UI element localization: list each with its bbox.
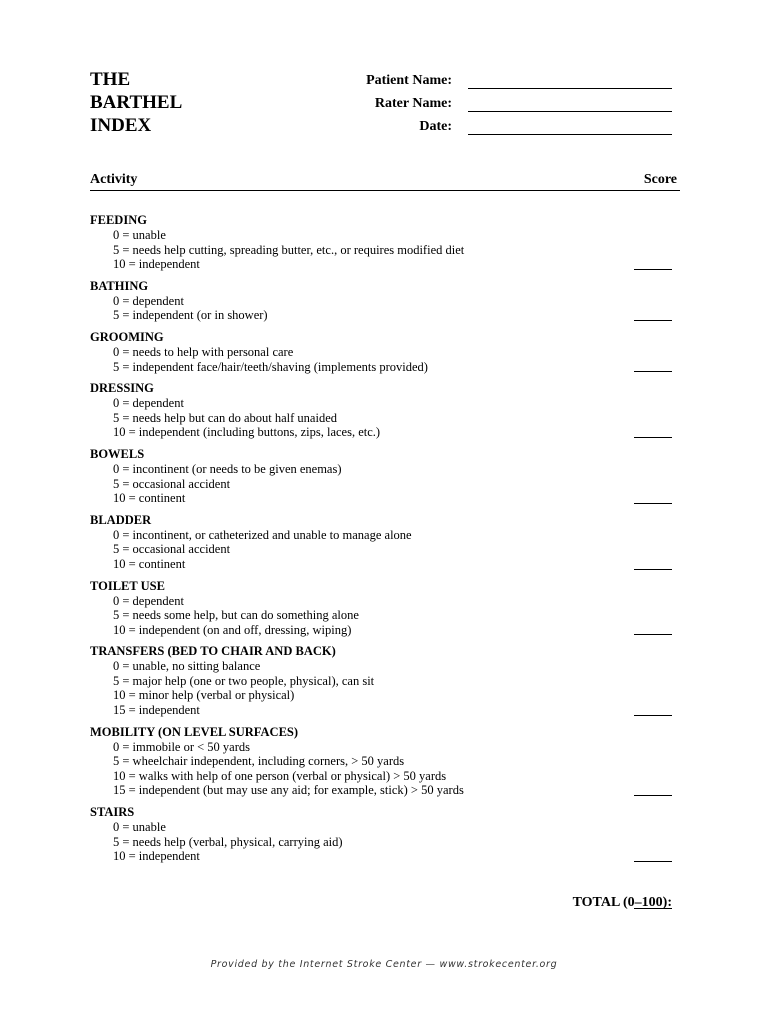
activity-option: 0 = unable [113,228,166,242]
rater-name-label: Rater Name: [374,96,452,111]
score-field[interactable] [634,503,672,504]
activity-column-header: Activity [90,172,138,187]
activity-option: 5 = independent face/hair/teeth/shaving (implements provided) [113,359,428,374]
activity-title: DRESSING [90,381,154,396]
score-field[interactable] [634,269,672,270]
patient-name-label: Patient Name: [366,73,452,88]
title-line: BARTHEL [90,92,183,113]
activity-title: MOBILITY (ON LEVEL SURFACES) [90,724,299,739]
activity-item [90,644,672,717]
activity-option: 5 = independent (or in shower) [113,308,268,323]
total-label: TOTAL (0–100): [572,895,672,910]
activity-option: 0 = incontinent (or needs to be given enemas) [113,461,342,476]
activity-option: 0 = dependent [113,396,184,411]
patient-name-row [300,73,672,93]
activity-item [90,447,672,506]
score-field[interactable] [634,634,672,635]
activity-item [90,213,672,272]
patient-name-field[interactable] [468,88,672,89]
activity-option: 0 = incontinent, or catheterized and unable to manage alone [113,527,412,542]
activity-item [90,330,672,374]
rater-name-field[interactable] [468,111,672,112]
activity-option: 5 = occasional accident [113,542,231,557]
activity-title: TRANSFERS (BED TO CHAIR AND BACK) [90,644,336,659]
total-score-field[interactable] [634,908,672,909]
score-field[interactable] [634,569,672,570]
score-field[interactable] [634,437,672,438]
footer-credit: Provided by the Internet Stroke Center — www.strokecenter.org [210,959,558,970]
activity-option: 0 = dependent [113,293,184,308]
activity-item [90,279,672,323]
activity-option: 10 = independent (on and off, dressing, wiping) [113,622,352,637]
score-field[interactable] [634,371,672,372]
activity-item [90,513,672,572]
activity-title: FEEDING [90,213,147,227]
activity-option: 5 = needs help (verbal, physical, carrying aid) [113,834,343,849]
activity-option: 10 = continent [113,491,186,506]
rater-name-row [300,96,672,116]
activity-option: 0 = immobile or < 50 yards [113,739,250,754]
activity-option: 5 = needs some help, but can do something alone [113,608,359,623]
score-field[interactable] [634,861,672,862]
activity-option: 0 = dependent [113,593,184,608]
activity-option: 10 = independent (including buttons, zips, laces, etc.) [113,425,381,440]
activity-title: BOWELS [90,446,145,461]
activity-title: GROOMING [90,329,164,344]
title-line: THE [90,69,131,90]
header-divider [90,190,680,191]
activity-item [90,805,672,864]
title-line: INDEX [90,115,152,136]
activity-item [90,725,672,798]
score-column-header: Score [643,172,677,187]
activity-option: 0 = needs to help with personal care [113,344,294,359]
activity-option: 15 = independent [113,703,200,718]
activity-title: BLADDER [90,512,152,527]
score-field[interactable] [634,795,672,796]
score-field[interactable] [634,320,672,321]
activity-option: 5 = occasional accident [113,476,231,491]
activity-option: 15 = independent (but may use any aid; for example, stick) > 50 yards [113,783,464,798]
activity-option: 10 = independent [113,257,200,272]
activity-item [90,579,672,638]
activity-option: 10 = walks with help of one person (verbal or physical) > 50 yards [113,768,447,783]
activity-title: BATHING [90,278,149,293]
activity-option: 0 = unable [113,820,166,835]
score-field[interactable] [634,715,672,716]
activity-option: 5 = major help (one or two people, physical), can sit [113,673,375,688]
activity-option: 10 = minor help (verbal or physical) [113,688,295,703]
date-field[interactable] [468,134,672,135]
activity-option: 5 = needs help cutting, spreading butter, etc., or requires modified diet [113,242,465,257]
activity-option: 5 = needs help but can do about half unaided [113,410,337,425]
activity-item [90,381,672,440]
activity-option: 0 = unable, no sitting balance [113,659,261,674]
activity-option: 10 = independent [113,849,200,864]
activity-option: 5 = wheelchair independent, including corners, > 50 yards [113,754,405,769]
date-row [300,119,672,139]
date-label: Date: [419,119,452,134]
form-title [90,68,182,137]
activity-title: STAIRS [90,805,135,820]
activity-option: 10 = continent [113,556,186,571]
activity-title: TOILET USE [90,578,165,593]
activity-list [90,213,672,871]
